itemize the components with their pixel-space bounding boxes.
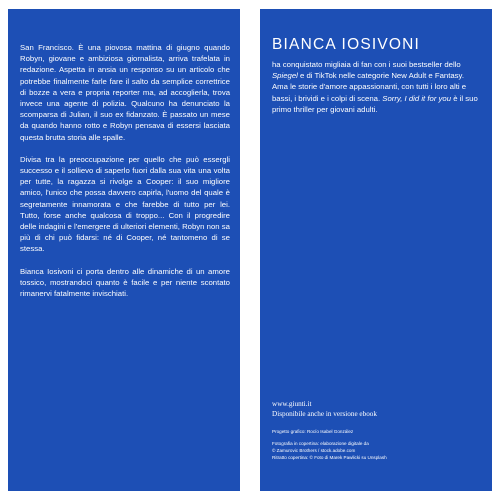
author-bio: [272, 59, 480, 115]
credit-photo-source: © Zamurovic Brothers / stock.adobe.com: [272, 448, 356, 453]
synopsis-paragraph-3: Bianca Iosivoni ci porta dentro alle dinamiche di un amore tossico, mostrandoci quanto è facile e per niente scontato rimanervi fatalmente invischiati.: [20, 266, 230, 299]
front-flap: [8, 9, 240, 491]
bio-text-3: è il suo primo thriller per giovani adulti.: [272, 93, 478, 114]
bio-text-2: e di TikTok nelle categorie New Adult e Fantasy. Ama le storie d'amore appassionanti, con tutti i loro alti e bassi, i brividi e i colpi di scena.: [272, 71, 467, 103]
credit-portrait: Ritratto copertina: © Foto di Marek Pawlicki su Unsplash: [272, 455, 387, 460]
credits: [272, 428, 482, 461]
synopsis-paragraph-2: Divisa tra la preoccupazione per quello che può essergli successo e il sollievo di saperlo fuori dalla sua vita una volta per tutte, la ragazza si rivolge a Cooper: il suo migliore amico, l'unico che possa davvero capirla, l'uomo del quale è segretamente innamorata e che farebbe di tutto per lei. Tutto, forse anche qualcosa di troppo... Con il progredire delle indagini e l'emergere di ulteriori elementi, Robyn non sa più di chi può fidarsi: né di Cooper, né tantomeno di se stessa.: [20, 154, 230, 254]
back-flap: [260, 9, 492, 491]
ebook-notice: Disponibile anche in versione ebook: [272, 410, 377, 418]
publisher-website: www.giunti.it: [272, 400, 312, 408]
flap-footer: [272, 399, 482, 461]
credit-photo: Fotografia in copertina: elaborazione digitale da: [272, 441, 369, 446]
bio-spiegel: Spiegel: [272, 71, 298, 81]
bio-text-1: ha conquistato migliaia di fan con i suoi bestseller dello: [272, 60, 461, 69]
bio-book-title: Sorry, I did it for you: [382, 93, 452, 103]
author-name: BIANCA IOSIVONI: [272, 36, 421, 53]
credit-design: Progetto grafico: Rocío Isabel González: [272, 429, 354, 434]
synopsis-paragraph-1: San Francisco. È una piovosa mattina di giugno quando Robyn, giovane e ambiziosa giornalista, arriva trafelata in redazione. Aspetta in ansia un responso su un articolo che potrebbe finalmente farle fare il salto da semplice correttrice di bozze a vera e propria reporter ma, ad accoglierla, trova invece una agente di polizia. Qualcuno ha denunciato la scomparsa di Julian, il suo ex fidanzato. È passato un mese da quando hanno rotto e Robyn pensava di essersi lasciata questa brutta storia alle spalle.: [20, 43, 230, 142]
